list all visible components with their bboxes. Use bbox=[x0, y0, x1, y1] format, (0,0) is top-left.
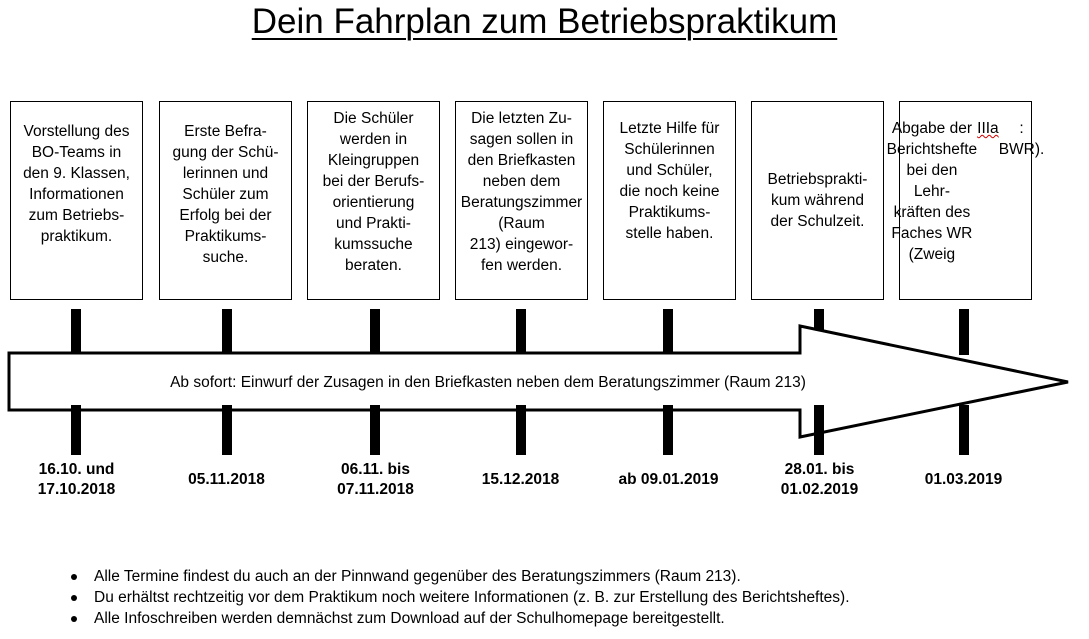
station-date-3: 06.11. bis 07.11.2018 bbox=[337, 461, 414, 498]
note-item: Alle Termine findest du auch an der Pinnwand gegenüber des Beratungszimmers (Raum 213). bbox=[70, 566, 850, 587]
station-date-6: 28.01. bis 01.02.2019 bbox=[780, 461, 859, 498]
tick-bottom-7 bbox=[959, 405, 969, 455]
station-date-5: ab 09.01.2019 bbox=[618, 471, 719, 488]
station-date-1: 16.10. und 17.10.2018 bbox=[37, 461, 116, 498]
station-7-text-before: Abgabe der Berichtshefte bei den Lehr- kräften des Faches WR (Zweig bbox=[886, 120, 978, 263]
station-box-3: Die Schüler werden in Kleingruppen bei der Berufs- orientierung und Prakti- kumssuche beraten. bbox=[307, 101, 440, 300]
station-box-5: Letzte Hilfe für Schülerinnen und Schüler, die noch keine Praktikums- stelle haben. bbox=[603, 101, 736, 300]
tick-bottom-4 bbox=[516, 405, 526, 455]
station-date-4: 15.12.2018 bbox=[481, 471, 560, 488]
tick-bottom-1 bbox=[71, 405, 81, 455]
station-box-6: Betriebsprakti- kum während der Schulzeit. bbox=[751, 101, 884, 300]
notes-list bbox=[70, 566, 850, 629]
arrow-text: Ab sofort: Einwurf der Zusagen in den Briefkasten neben dem Beratungszimmer (Raum 213) bbox=[170, 374, 806, 391]
tick-bottom-3 bbox=[370, 405, 380, 455]
station-box-2: Erste Befra- gung der Schü- lerinnen und Schüler zum Erfolg bei der Praktikums- suche. bbox=[159, 101, 292, 300]
note-item: Du erhältst rechtzeitig vor dem Praktikum noch weitere Informationen (z. B. zur Erstellung des Berichtsheftes). bbox=[70, 587, 850, 608]
tick-bottom-2 bbox=[222, 405, 232, 455]
note-item: Alle Infoschreiben werden demnächst zum Download auf der Schulhomepage bereitgestellt. bbox=[70, 608, 850, 629]
page-title: Dein Fahrplan zum Betriebspraktikum bbox=[251, 2, 838, 41]
tick-bottom-5 bbox=[663, 405, 673, 455]
station-box-1: Vorstellung des BO-Teams in den 9. Klassen, Informationen zum Betriebs- praktikum. bbox=[10, 101, 143, 300]
tick-bottom-6 bbox=[814, 405, 824, 455]
station-date-2: 05.11.2018 bbox=[188, 471, 265, 488]
station-7-text-marked: IIIa bbox=[977, 120, 999, 137]
station-date-7: 01.03.2019 bbox=[924, 471, 1003, 488]
station-7-text-after: : BWR). bbox=[998, 120, 1045, 158]
station-box-4: Die letzten Zu- sagen sollen in den Briefkasten neben dem Beratungszimmer (Raum 213) eingewor- fen werden. bbox=[455, 101, 588, 300]
